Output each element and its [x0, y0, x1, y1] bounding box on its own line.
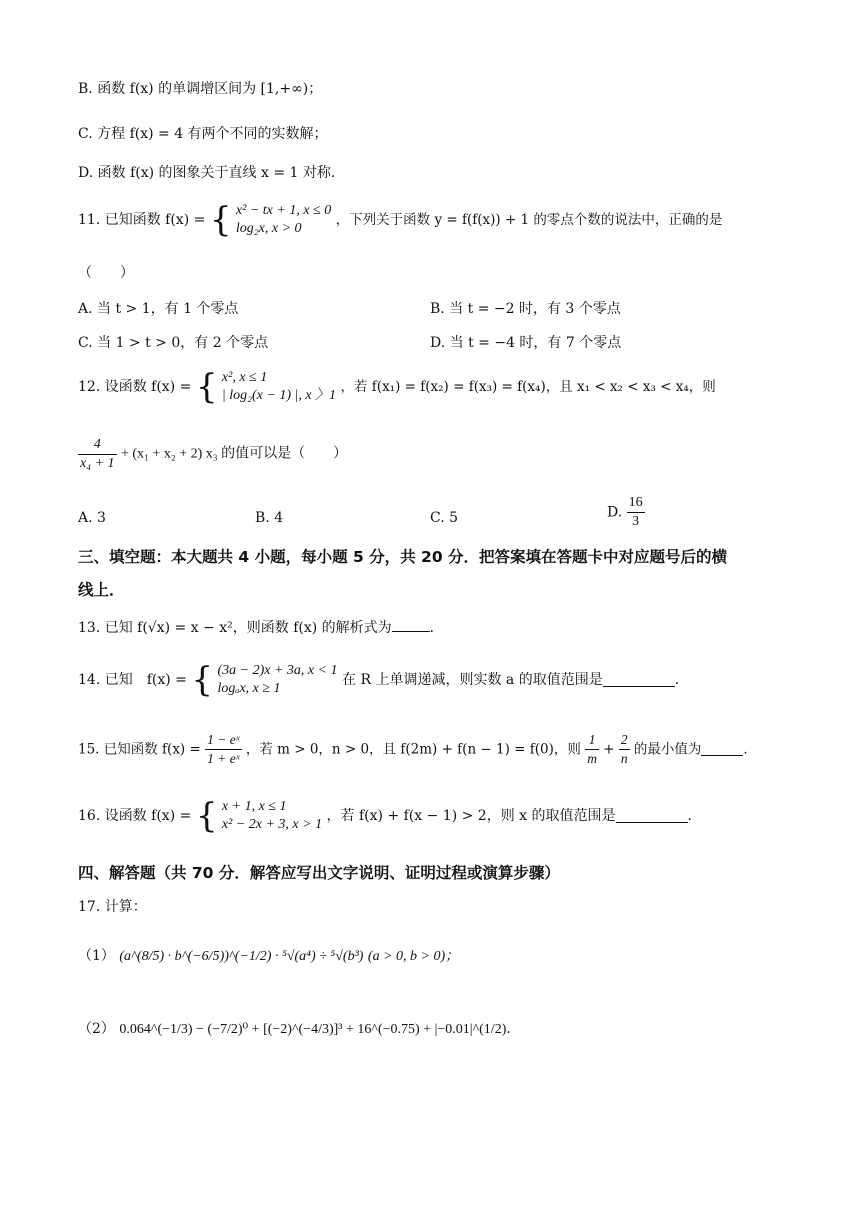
q17-part-2 — [78, 1019, 520, 1040]
q11-option-a: A. 当 t > 1，有 1 个零点 — [78, 301, 239, 317]
q11-stem — [78, 202, 722, 248]
q12-option-d-fraction — [627, 494, 645, 531]
q12-option-b: B. 4 — [255, 510, 284, 526]
q14-case-1: (3a − 2)x + 3a, x < 1 — [217, 663, 338, 678]
q16-piecewise — [222, 798, 322, 834]
q10-option-d: D. 函数 f(x) 的图象关于直线 x = 1 对称． — [78, 165, 345, 181]
q17-part-2-label: （2） — [78, 1021, 115, 1037]
q10-option-b: B. 函数 f(x) 的单调增区间为 [1,+∞)； — [78, 81, 323, 97]
q14-end: ． — [674, 672, 689, 688]
q14-answer-blank — [603, 674, 675, 687]
q17-part-1-expression: (a^(8/5) · b^(−6/5))^(−1/2) · ⁵√(a⁴) ÷ ⁵√(b³) — [119, 949, 364, 964]
q12-stem — [78, 369, 716, 415]
q11-lead: 11. 已知函数 f(x) = — [78, 212, 206, 228]
q14-tail: 在 R 上单调递减，则实数 a 的取值范围是 — [342, 672, 603, 688]
q12-fraction — [78, 436, 117, 473]
q15-f1-denominator: m — [587, 751, 597, 766]
q13-end: ． — [429, 620, 444, 636]
q16-case-1: x + 1, x ≤ 1 — [221, 799, 287, 814]
q15-f1-numerator: 1 — [585, 731, 599, 750]
q12-option-c: C. 5 — [430, 510, 459, 526]
q11-piecewise — [236, 202, 331, 238]
q15-fraction-2 — [619, 731, 630, 768]
q12-case-2: | log₂(x − 1) |, x 〉1 — [221, 388, 337, 403]
q12-expression — [78, 436, 347, 480]
brace-glyph: { — [195, 796, 218, 836]
section-4-heading: 四、解答题（共 70 分．解答应写出文字说明、证明过程或演算步骤） — [78, 864, 560, 882]
q14-case-2: logₐx, x ≥ 1 — [217, 681, 281, 696]
q15-plus: + — [603, 741, 615, 758]
brace-glyph: { — [191, 660, 213, 700]
q14-stem — [78, 662, 689, 708]
q11-answer-paren: （ ） — [78, 265, 134, 281]
q11-option-d: D. 当 t = −4 时，有 7 个零点 — [430, 335, 622, 351]
q12-tail: ，若 f(x₁) = f(x₂) = f(x₃) = f(x₄)，且 x₁ < x₂ < x₃ < x₄，则 — [340, 379, 716, 395]
q15-f2-numerator: 2 — [619, 731, 630, 750]
q12-expression-text: + (x₁ + x₂ + 2) x₃ 的值可以是（ ） — [120, 446, 348, 462]
q13-text: 13. 已知 f(√x) = x − x²，则函数 f(x) 的解析式为 — [78, 620, 392, 636]
q12-option-d-label: D. — [607, 504, 623, 521]
q15-fraction-1 — [585, 731, 599, 768]
q15-stem — [78, 731, 757, 775]
q16-tail: ，若 f(x) + f(x − 1) > 2，则 x 的取值范围是 — [326, 808, 616, 824]
q11-case-1: x² − tx + 1, x ≤ 0 — [235, 203, 332, 218]
q17-part-1-condition: (a > 0, b > 0)； — [367, 949, 460, 964]
q16-stem — [78, 798, 702, 844]
q15-mid: ，若 m > 0，n > 0，且 f(2m) + f(n − 1) = f(0)，则 — [245, 741, 581, 758]
q11-option-c: C. 当 1 > t > 0，有 2 个零点 — [78, 335, 269, 351]
q15-frac-numerator: 1 − eˣ — [205, 731, 241, 750]
q17-part-1-label: （1） — [78, 948, 115, 964]
q13-stem — [78, 618, 444, 638]
q12-frac-numerator: 4 — [78, 436, 117, 455]
q16-lead: 16. 设函数 f(x) = — [78, 808, 192, 824]
q15-f2-denominator: n — [620, 751, 628, 766]
q17-part-1 — [78, 946, 459, 967]
q16-answer-blank — [616, 810, 688, 823]
q15-tail: 的最小值为 — [633, 741, 702, 758]
q12-option-d — [607, 494, 645, 538]
q16-end: ． — [687, 808, 702, 824]
brace-glyph: { — [209, 200, 232, 240]
q15-end: ． — [743, 741, 757, 758]
q11-tail: ，下列关于函数 y = f(f(x)) + 1 的零点个数的说法中，正确的是 — [335, 212, 723, 228]
q14-lead: 14. 已知 f(x) = — [78, 672, 187, 688]
q17-lead: 17. 计算： — [78, 899, 147, 915]
q12-piecewise — [222, 369, 336, 405]
q12-lead: 12. 设函数 f(x) = — [78, 379, 192, 395]
q16-case-2: x² − 2x + 3, x > 1 — [221, 817, 323, 832]
q17-part-2-expression: 0.064^(−1/3) − (−7/2)⁰ + [(−2)^(−4/3)]³ + 16^(−0.75) + |−0.01|^(1/2) — [119, 1022, 507, 1037]
q17-part-2-end: ． — [506, 1021, 521, 1037]
q15-answer-blank — [701, 743, 743, 756]
q10-option-c: C. 方程 f(x) = 4 有两个不同的实数解； — [78, 126, 328, 142]
q13-answer-blank — [392, 619, 430, 632]
q12-case-1: x², x ≤ 1 — [221, 370, 268, 385]
q12-option-d-denominator: 3 — [632, 514, 640, 529]
q14-piecewise — [217, 662, 337, 698]
q12-option-d-numerator: 16 — [627, 494, 645, 513]
q11-option-b: B. 当 t = −2 时，有 3 个零点 — [430, 301, 621, 317]
section-3-heading-line-2: 线上． — [78, 581, 125, 599]
q11-case-2: log₂x, x > 0 — [235, 221, 302, 236]
q15-frac-denominator: 1 + eˣ — [207, 751, 240, 766]
q15-lead: 15. 已知函数 f(x) = — [78, 741, 201, 758]
brace-glyph: { — [195, 367, 218, 407]
q15-fraction — [205, 731, 241, 768]
section-3-heading-line-1: 三、填空题：本大题共 4 小题，每小题 5 分，共 20 分．把答案填在答题卡中对应题号后的横 — [78, 548, 728, 566]
q12-option-a: A. 3 — [78, 510, 106, 526]
q12-frac-denominator: x₄ + 1 — [80, 456, 115, 471]
